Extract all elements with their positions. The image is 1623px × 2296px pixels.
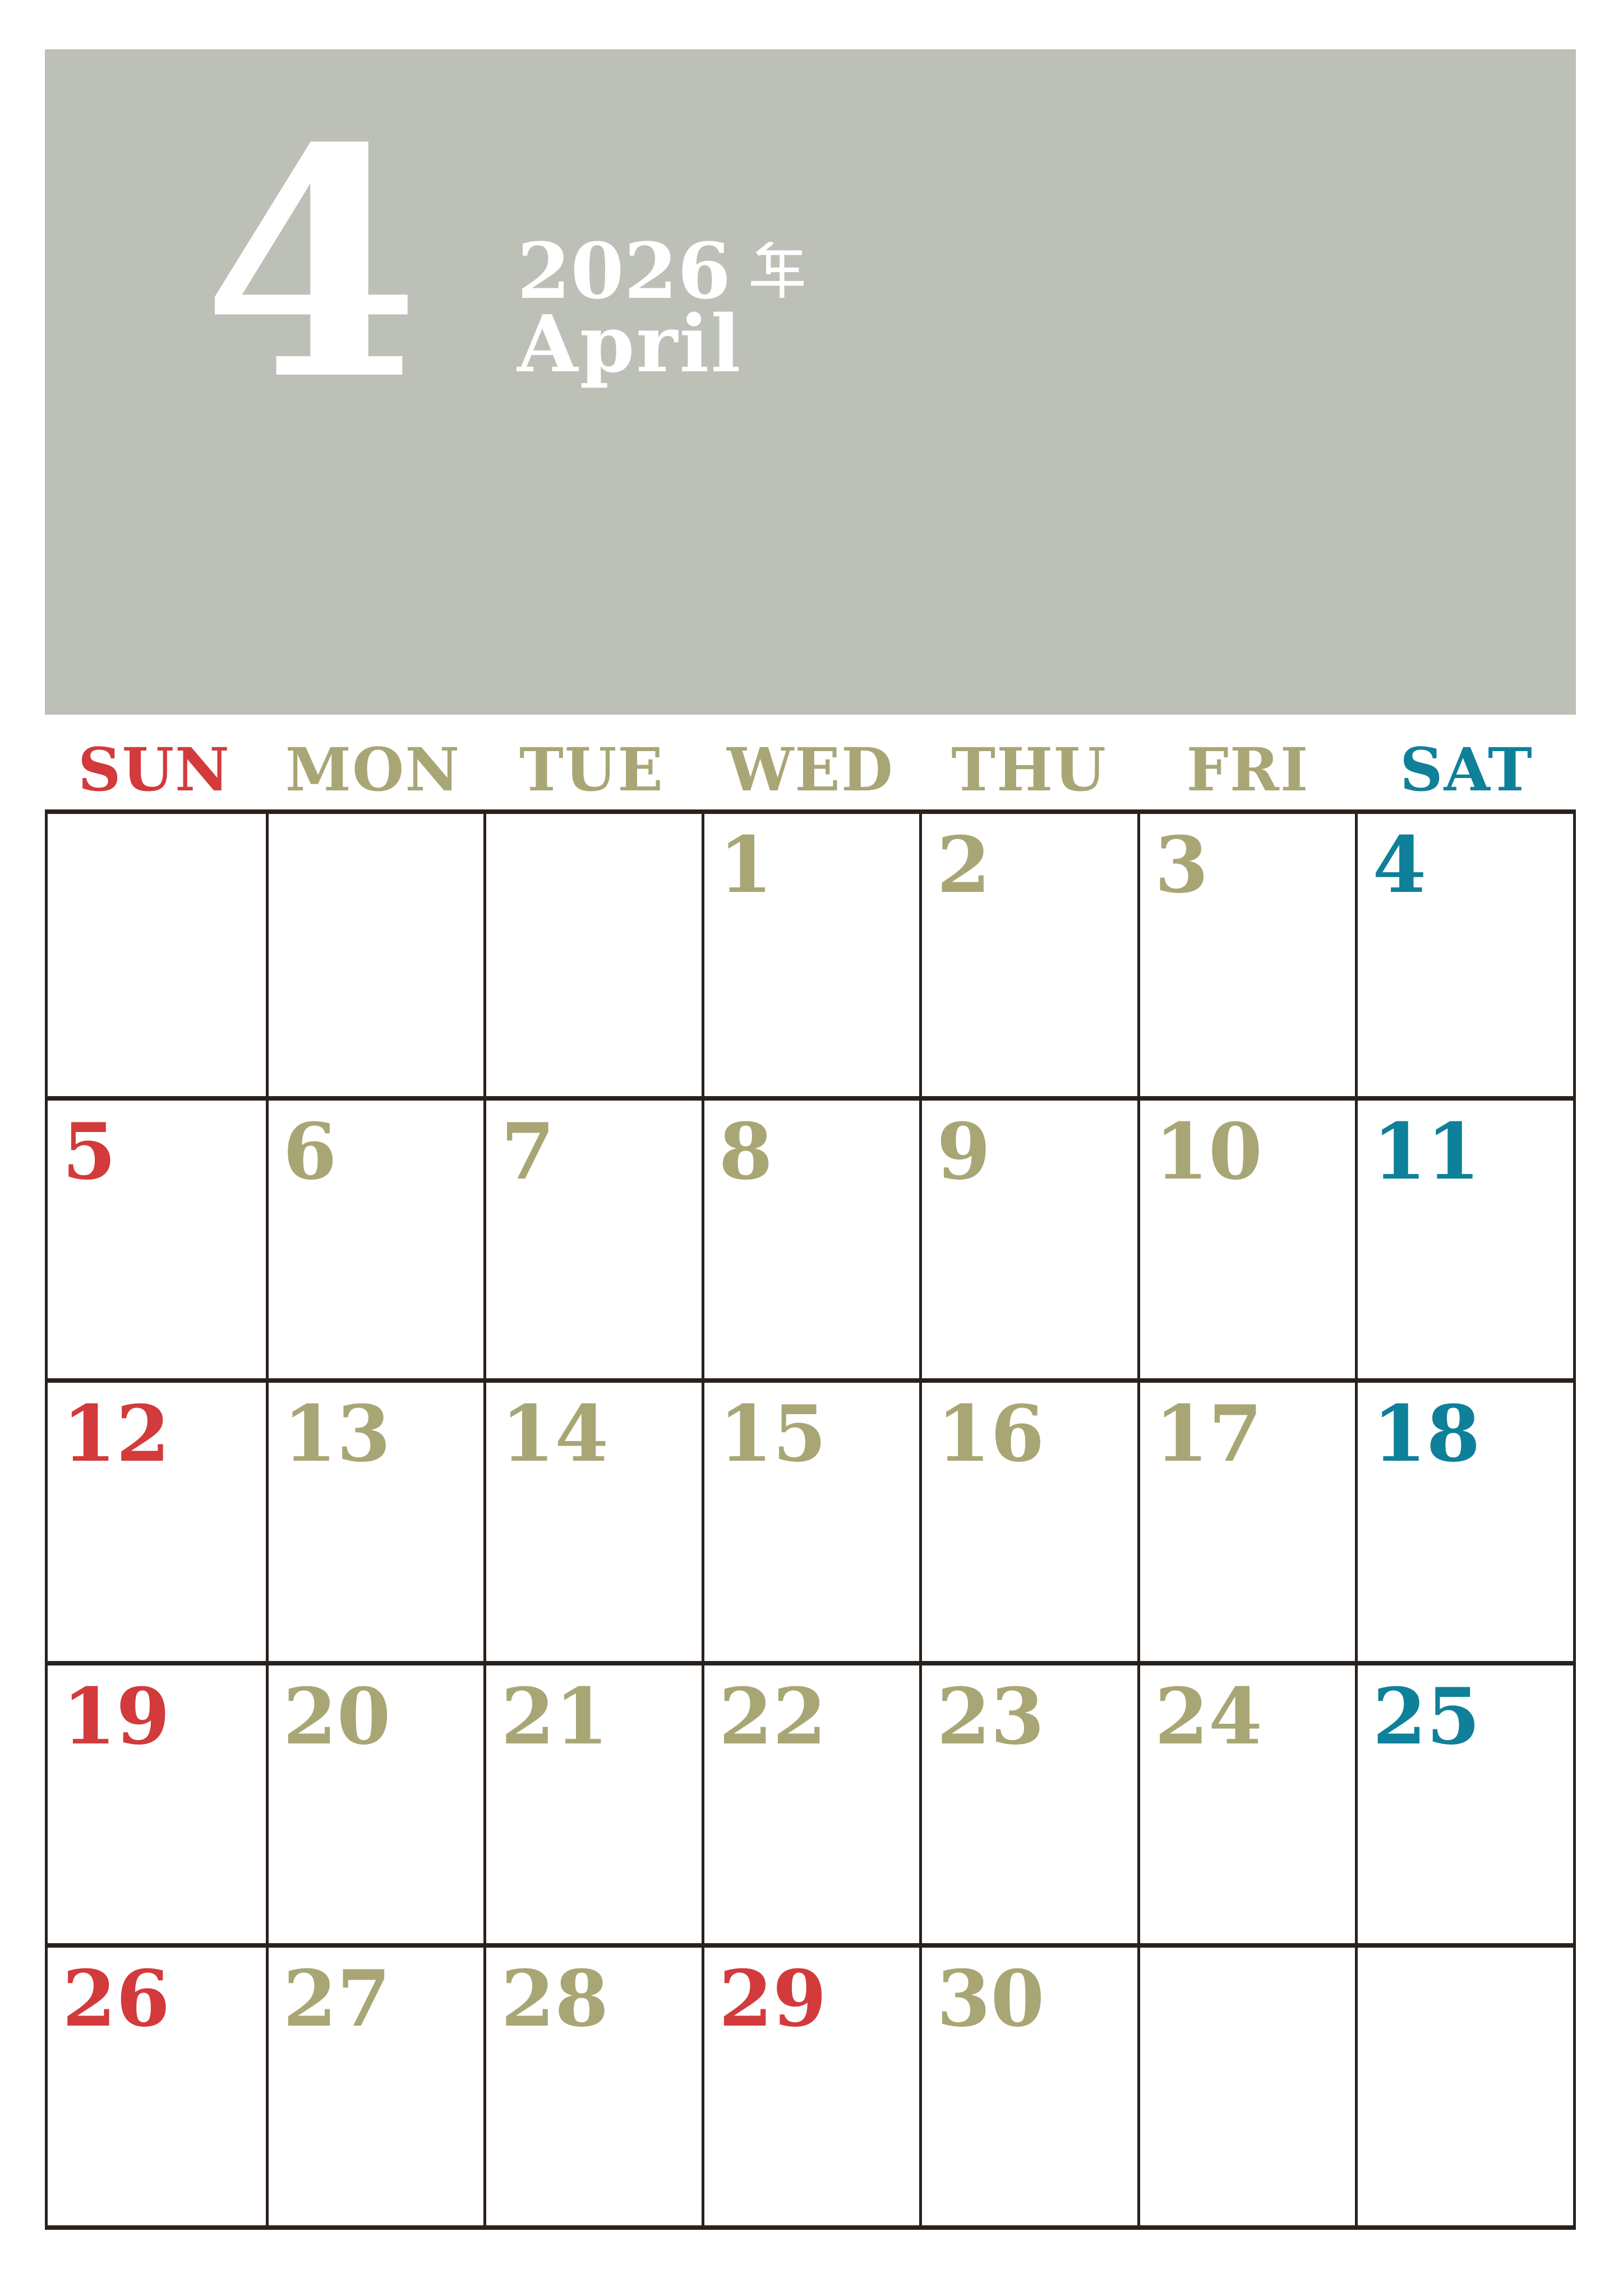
empty-cell (48, 814, 266, 1096)
date-cell: 1 (702, 814, 920, 1096)
date-cell: 25 (1355, 1661, 1573, 1943)
day-header-sat: SAT (1400, 734, 1533, 804)
date-cell: 8 (702, 1096, 920, 1378)
date-cell: 10 (1137, 1096, 1355, 1378)
date-cell: 6 (266, 1096, 484, 1378)
date-cell: 9 (919, 1096, 1137, 1378)
day-header-thu: THU (951, 734, 1107, 804)
day-header-fri: FRI (1186, 734, 1310, 804)
year-text: 2026 (517, 226, 731, 316)
date-cell: 19 (48, 1661, 266, 1943)
date-cell: 2 (919, 814, 1137, 1096)
day-header-row (45, 715, 1576, 809)
date-cell: 29 (702, 1943, 920, 2225)
date-cell: 5 (48, 1096, 266, 1378)
date-cell: 7 (483, 1096, 702, 1378)
empty-cell (483, 814, 702, 1096)
date-cell: 15 (702, 1378, 920, 1660)
date-cell: 12 (48, 1378, 266, 1660)
date-cell: 21 (483, 1661, 702, 1943)
empty-cell (1137, 1943, 1355, 2225)
date-cell: 14 (483, 1378, 702, 1660)
year-month-block (517, 226, 804, 390)
empty-cell (266, 814, 484, 1096)
date-cell: 20 (266, 1661, 484, 1943)
date-cell: 17 (1137, 1378, 1355, 1660)
date-cell: 26 (48, 1943, 266, 2225)
date-cell: 27 (266, 1943, 484, 2225)
month-name: April (517, 298, 743, 390)
date-cell: 22 (702, 1661, 920, 1943)
day-header-mon: MON (285, 734, 461, 804)
month-numeral: 4 (202, 80, 421, 449)
date-cell: 16 (919, 1378, 1137, 1660)
date-cell: 23 (919, 1661, 1137, 1943)
kanji-year-icon (751, 242, 804, 298)
date-cell: 3 (1137, 814, 1355, 1096)
empty-cell (1355, 1943, 1573, 2225)
date-cell: 11 (1355, 1096, 1573, 1378)
day-header-tue: TUE (519, 734, 665, 804)
date-cell: 18 (1355, 1378, 1573, 1660)
day-header-wed: WED (727, 734, 894, 804)
calendar-grid (45, 809, 1576, 2230)
date-cell: 28 (483, 1943, 702, 2225)
year-line (517, 226, 804, 316)
day-header-sun: SUN (78, 734, 230, 804)
date-cell: 24 (1137, 1661, 1355, 1943)
date-cell: 30 (919, 1943, 1137, 2225)
date-cell: 13 (266, 1378, 484, 1660)
date-cell: 4 (1355, 814, 1573, 1096)
month-header-block (45, 49, 1576, 715)
